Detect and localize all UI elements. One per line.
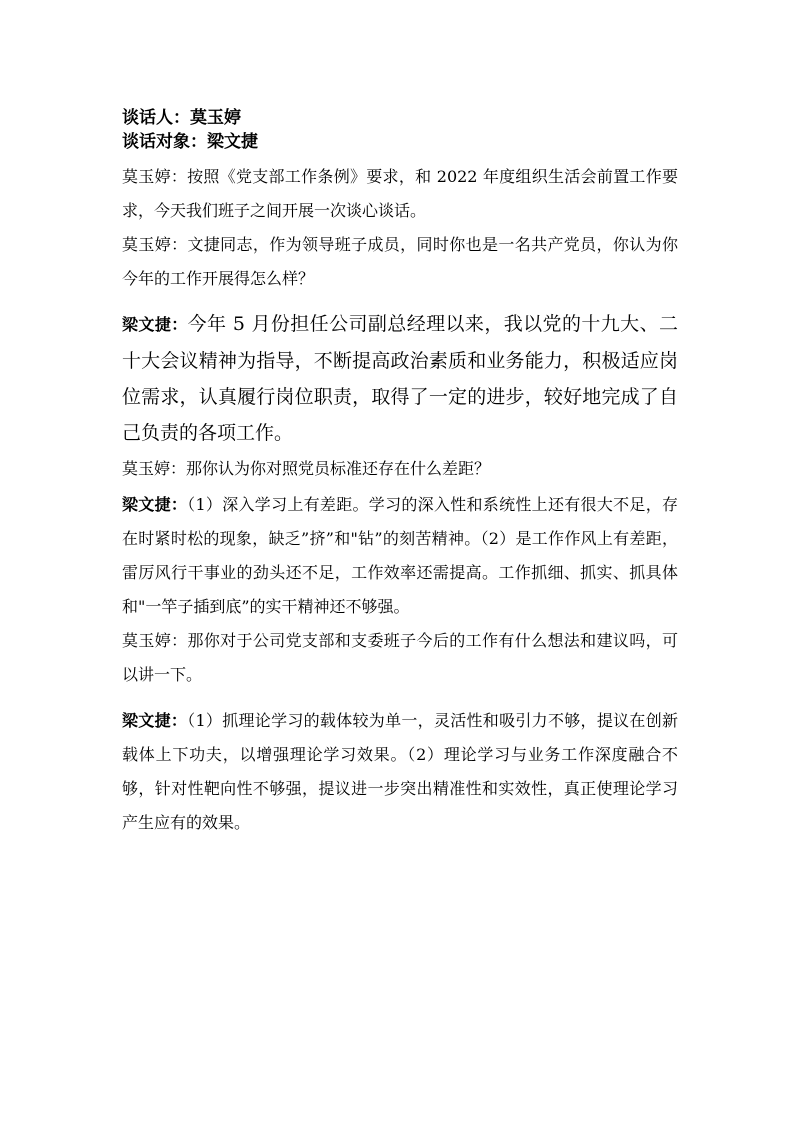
paragraph-text: 莫玉婷：那你认为你对照党员标准还存在什么差距？ [122,459,491,478]
dialogue-paragraph [122,624,678,692]
interviewer-line: 谈话人：莫玉婷 [122,108,241,128]
paragraph-text: （1）抓理论学习的载体较为单一，灵活性和吸引力不够，提议在创新载体上下功夫，以增强理论学习效果。（2）理论学习与业务工作深度融合不够，针对性靶向性不够强，提议进一步突出精准性和实效性，真正使理论学习产生应有的效果。 [122,711,678,832]
dialogue-paragraph [122,488,678,624]
document-body [122,106,678,840]
interviewee-line: 谈话对象：梁文捷 [122,132,258,152]
dialogue-paragraph [122,228,678,296]
paragraph-text: （1）深入学习上有差距。学习的深入性和系统性上还有很大不足，存在时紧时松的现象，缺乏”挤”和"钻”的刻苦精神。（2）是工作作风上有差距，雷厉风行干事业的劲头还不足，工作效率还需提高。工作抓细、抓实、抓具体和"一竿子插到底”的实干精神还不够强。 [122,495,678,616]
paragraph-text: 莫玉婷：按照《党支部工作条例》要求，和 2022 年度组织生活会前置工作要求，今天我们班子之间开展一次谈心谈话。 [122,167,678,220]
speaker-label: 梁文捷： [122,495,188,514]
dialogue-paragraph [122,704,678,840]
paragraph-text: 莫玉婷：那你对于公司党支部和支委班子今后的工作有什么想法和建议吗，可以讲一下。 [122,631,678,684]
dialogue-paragraph [122,160,678,228]
dialogue-paragraph [122,452,678,486]
paragraph-text: 莫玉婷：文捷同志，作为领导班子成员，同时你也是一名共产党员，你认为你今年的工作开展得怎么样？ [122,235,678,288]
speaker-label: 梁文捷： [122,315,188,334]
paragraph-text: 今年 5 月份担任公司副总经理以来，我以党的十九大、二十大会议精神为指导，不断提高政治素质和业务能力，积极适应岗位需求，认真履行岗位职责，取得了一定的进步，较好地完成了自己负责的各项工作。 [122,313,678,444]
dialogue-paragraph [122,306,678,451]
speaker-label: 梁文捷： [122,711,188,730]
